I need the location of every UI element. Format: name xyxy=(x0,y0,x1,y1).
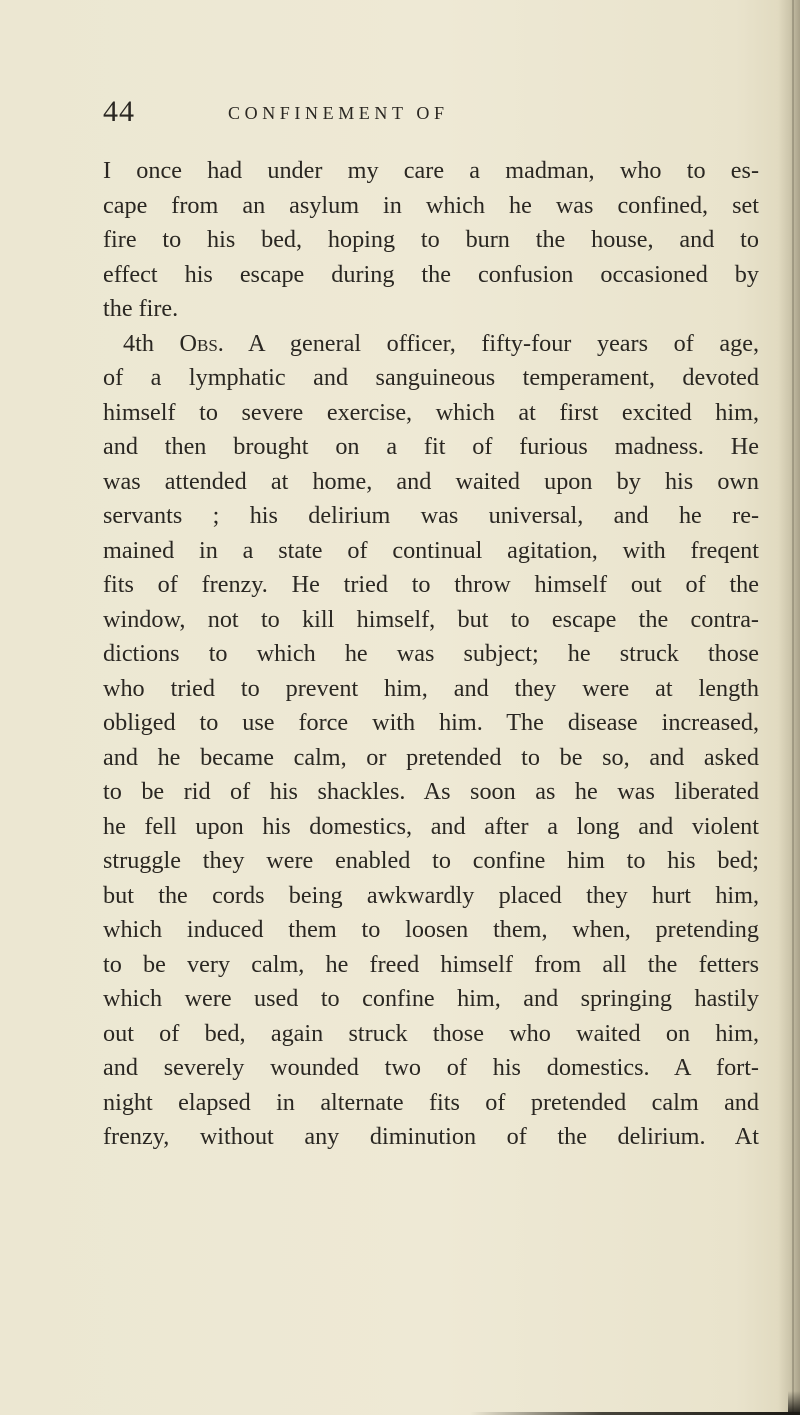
text-line: and he became calm, or pretended to be so, and asked xyxy=(103,743,759,771)
page-header xyxy=(0,95,800,135)
text-line: servants ; his delirium was universal, and he re- xyxy=(103,502,759,529)
text-line: which were used to confine him, and springing hastily xyxy=(103,985,759,1012)
text-line: struggle they were enabled to confine him to his bed; xyxy=(103,847,759,874)
text-line: himself to severe exercise, which at first excited him, xyxy=(103,398,759,426)
text-line: effect his escape during the confusion occasioned by xyxy=(103,260,759,288)
text-line: dictions to which he was subject; he struck those xyxy=(103,640,759,667)
text-line: mained in a state of continual agitation, with freqent xyxy=(103,536,759,564)
page-number: 44 xyxy=(103,95,135,128)
binding-corner-mark xyxy=(788,1391,800,1415)
text-line: which induced them to loosen them, when, pretending xyxy=(103,916,759,943)
text-line: who tried to prevent him, and they were at length xyxy=(103,674,759,702)
text-line: to be very calm, he freed himself from all the fetters xyxy=(103,950,759,978)
text-line: was attended at home, and waited upon by his own xyxy=(103,467,759,495)
text-line: he fell upon his domestics, and after a long and violent xyxy=(103,812,759,840)
text-line: but the cords being awkwardly placed they hurt him, xyxy=(103,881,759,909)
text-line: the fire. xyxy=(103,295,179,322)
observation-label: Obs. xyxy=(179,329,224,357)
text-line: and severely wounded two of his domestics. A fort- xyxy=(103,1054,759,1081)
running-head: CONFINEMENT OF xyxy=(228,103,449,123)
text-line: fits of frenzy. He tried to throw himself out of the xyxy=(103,571,759,598)
text-line: obliged to use force with him. The disease increased, xyxy=(103,709,759,736)
observation-number: 4th xyxy=(123,329,154,357)
observation-heading-line xyxy=(103,327,759,362)
body-text xyxy=(103,154,759,1155)
text-line: window, not to kill himself, but to escape the contra- xyxy=(103,605,759,633)
page-edge-line xyxy=(792,0,794,1415)
page-edge-shadow xyxy=(778,0,800,1415)
text-line: and then brought on a fit of furious madness. He xyxy=(103,433,759,460)
text-line: of a lymphatic and sanguineous temperament, devoted xyxy=(103,364,759,391)
text-line: fire to his bed, hoping to burn the house, and to xyxy=(103,226,759,253)
text-line: out of bed, again struck those who waited on him, xyxy=(103,1019,759,1047)
text-line: I once had under my care a madman, who to es- xyxy=(103,157,759,184)
text-line: night elapsed in alternate fits of pretended calm and xyxy=(103,1088,759,1116)
text-line-rest: A general officer, fifty-four years of age, xyxy=(248,329,759,357)
text-line: cape from an asylum in which he was confined, set xyxy=(103,191,759,219)
text-line: to be rid of his shackles. As soon as he was liberated xyxy=(103,778,759,805)
text-line: frenzy, without any diminution of the delirium. At xyxy=(103,1123,759,1150)
